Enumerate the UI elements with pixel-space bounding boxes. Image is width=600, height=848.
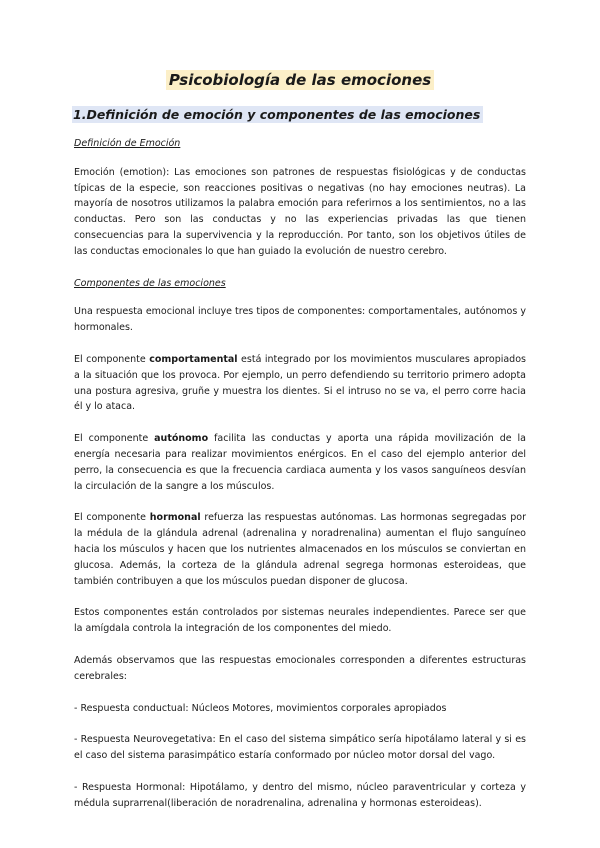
text-post: facilita las conductas y aporta una rápida movilización de la energía necesaria para realizar movimientos enérgicos. En el caso del ejemplo anterior del perro, la consecuencia es que la frecuencia cardiaca aumenta y los vasos sanguíneos desvían la circulación de la sangre a los músculos. [74, 433, 526, 492]
text-pre: El componente [74, 353, 150, 365]
paragraph-control: Estos componentes están controlados por sistemas neurales independientes. Parece ser que la amígdala controla la integración de los componentes del miedo. [74, 607, 526, 635]
bold-term-hormonal: hormonal [149, 512, 201, 524]
title-wrapper [0, 70, 600, 90]
paragraph-hormonal [74, 510, 526, 589]
paragraph-autonomo [74, 431, 526, 494]
document-body [74, 136, 526, 828]
subheading-definicion: Definición de Emoción [74, 138, 181, 149]
list-item-hormonal: - Respuesta Hormonal: Hipotálamo, y dentro del mismo, núcleo paraventricular y corteza y médula suprarrenal(liberación de noradrenalina, adrenalina y hormonas esteroideas). [74, 781, 526, 809]
paragraph-definicion: Emoción (emotion): Las emociones son patrones de respuestas fisiológicas y de conductas típicas de la especie, son reacciones positivas o negativas (no hay emociones neutras). La mayoría de nosotros utilizamos la palabra emoción para referirnos a los sentimientos, no a las conductas. Pero son las conductas y no las experiencias privadas las que tienen consecuencias para la supervivencia y la reproducción. Por tanto, son los objetivos útiles de las conductas emocionales lo que han guiado la evolución de nuestro cerebro. [74, 166, 526, 257]
text-post: refuerza las respuestas autónomas. Las hormonas segregadas por la médula de la glándula adrenal (adrenalina y noradrenalina) aumentan el flujo sanguíneo hacia los músculos y hacen que los nutrientes almacenados en los músculos se conviertan en glucosa. Además, la corteza de la glándula adrenal segrega hormonas esteroideas, que también contribuyen a que los músculos puedan disponer de glucosa. [74, 512, 526, 587]
subheading-componentes: Componentes de las emociones [74, 277, 226, 289]
paragraph-intro: Una respuesta emocional incluye tres tipos de componentes: comportamentales, autónomos y hormonales. [74, 306, 526, 334]
list-item-conductual: - Respuesta conductual: Núcleos Motores, movimientos corporales apropiados [74, 702, 447, 714]
text-pre: El componente [74, 512, 150, 524]
bold-term-comportamental: comportamental [149, 353, 238, 365]
text-post: está integrado por los movimientos musculares apropiados a la situación que los provoca. Por ejemplo, un perro defendiendo su territorio primero adopta una postura agresiva, gruñe y muestra los dientes. Si el intruso no se va, el perro corre hacia él y lo ataca. [74, 353, 526, 413]
paragraph-estructuras: Además observamos que las respuestas emocionales corresponden a diferentes estructuras cerebrales: [74, 654, 526, 682]
bold-term-autonomo: autónomo [154, 433, 209, 445]
text-pre: El componente [74, 433, 155, 445]
section-heading: 1.Definición de emoción y componentes de las emociones [72, 106, 483, 123]
list-item-neurovegetativa: - Respuesta Neurovegetativa: En el caso del sistema simpático sería hipotálamo lateral y si es el caso del sistema parasimpático estaría conformado por núcleo motor dorsal del vago. [74, 734, 526, 762]
paragraph-comportamental [74, 352, 526, 415]
document-title: Psicobiología de las emociones [166, 70, 434, 90]
